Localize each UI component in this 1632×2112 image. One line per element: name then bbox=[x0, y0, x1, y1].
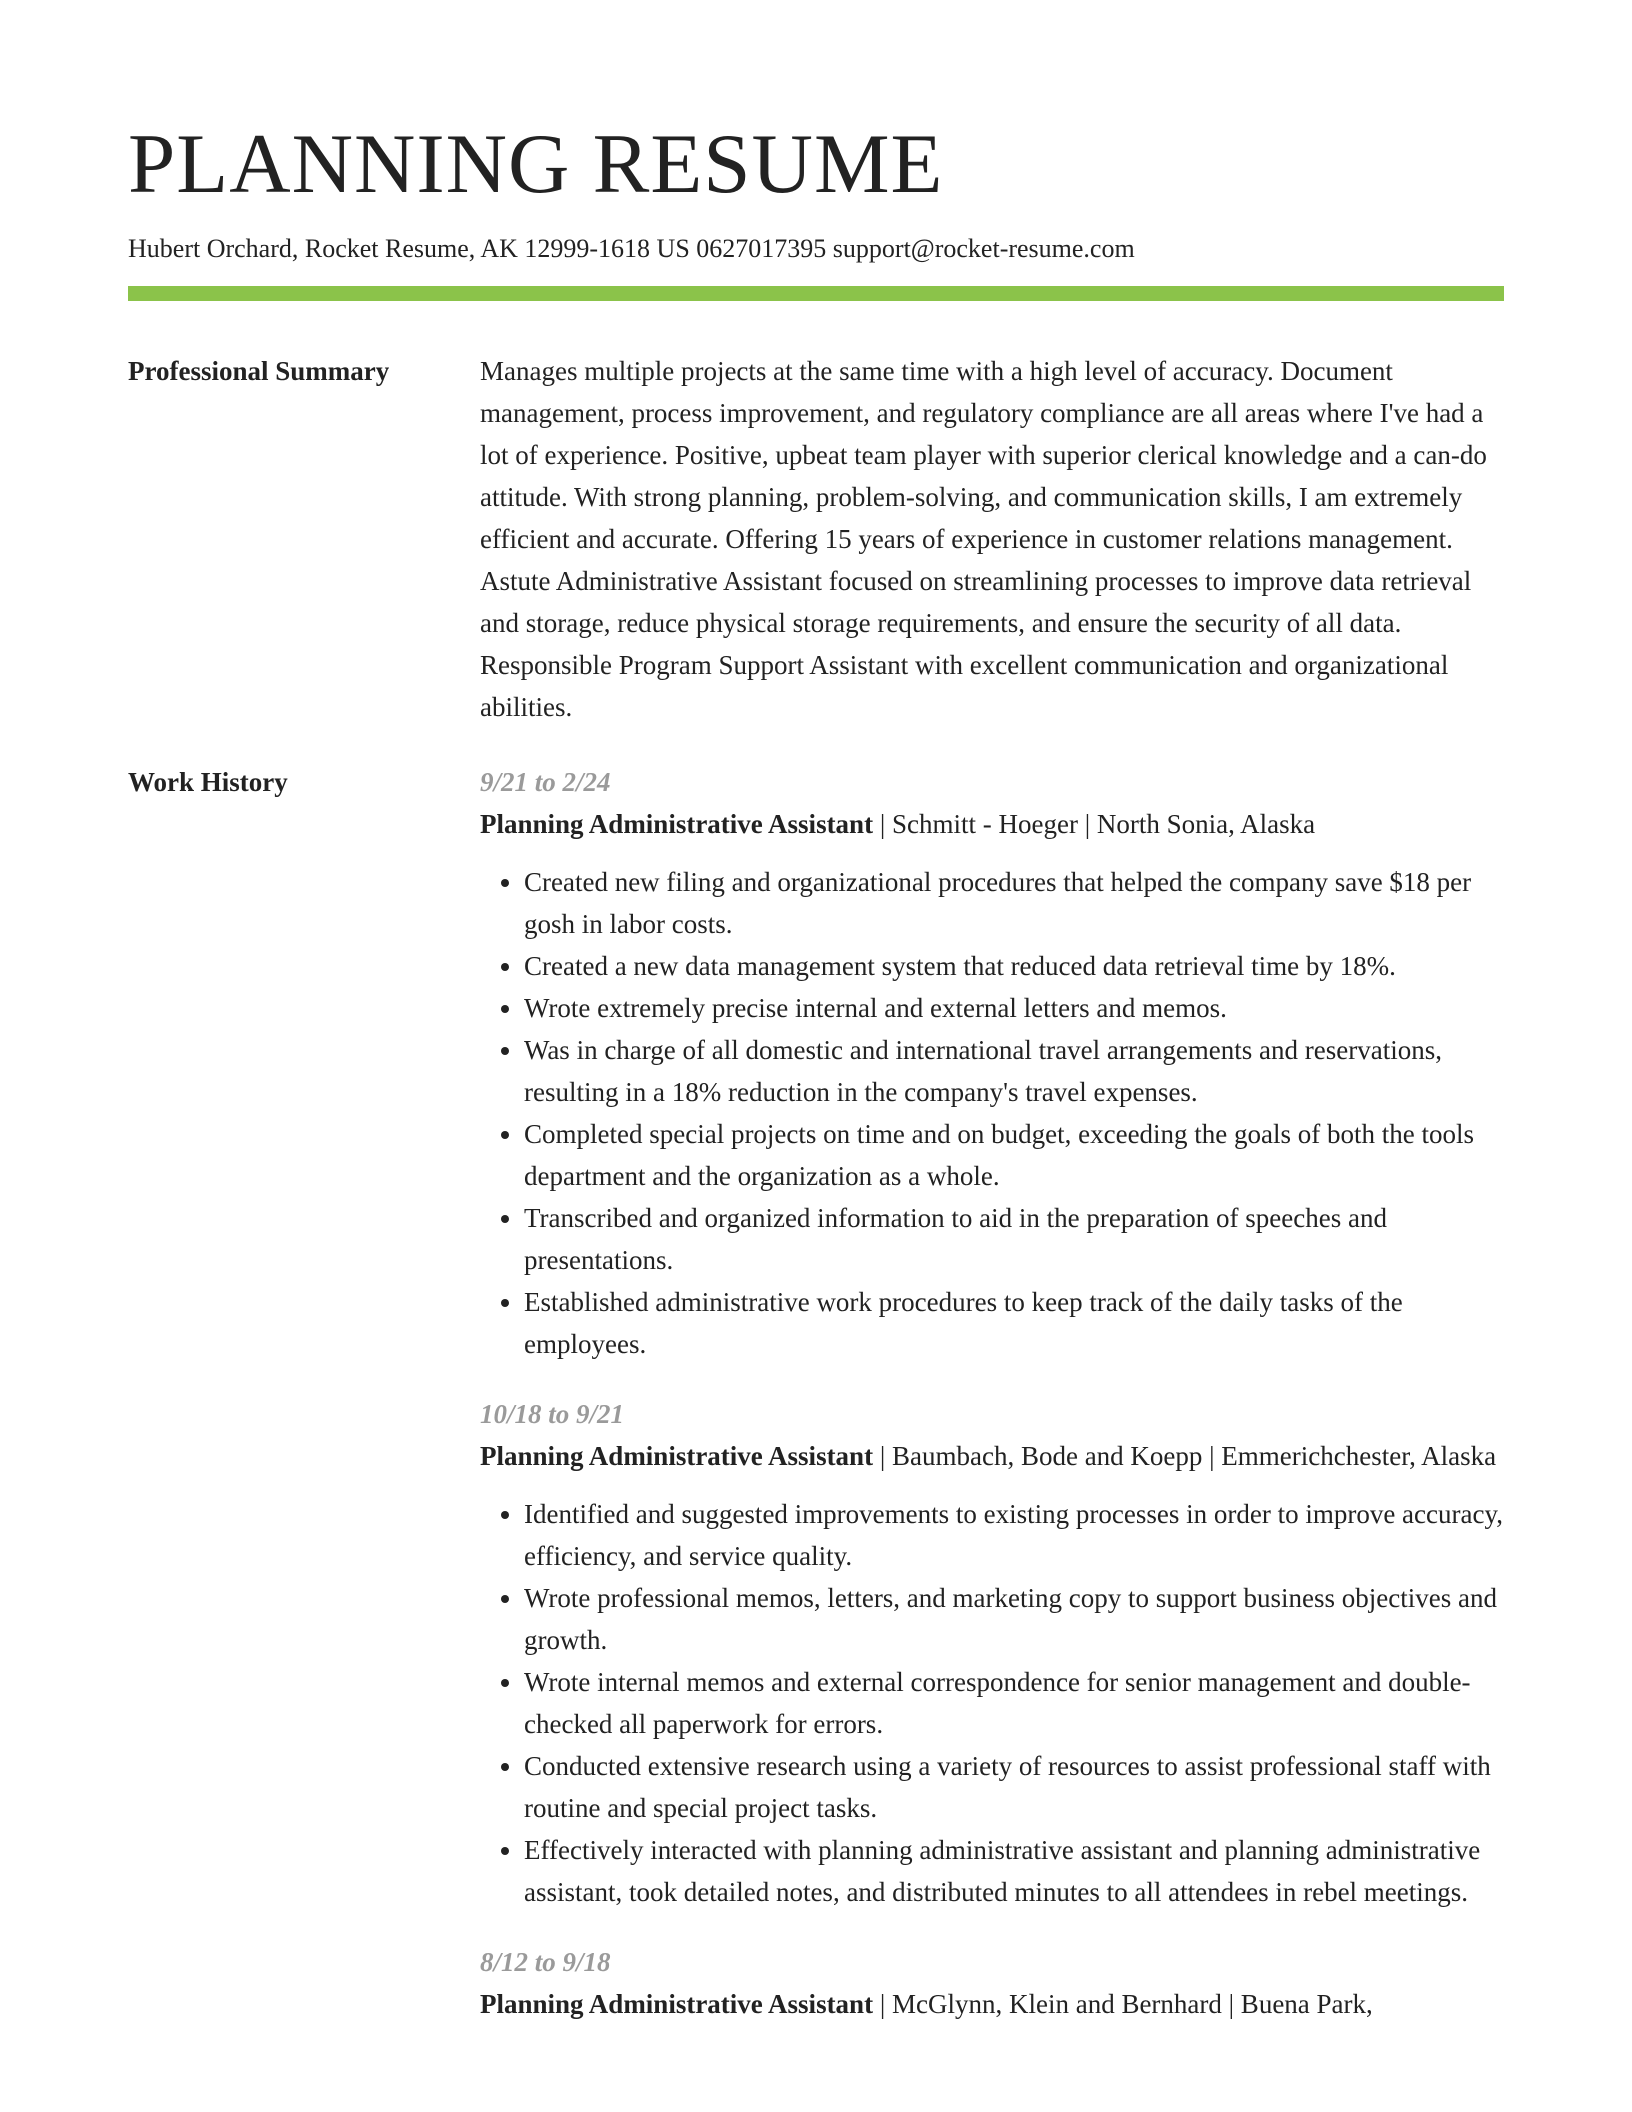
contact-info: Hubert Orchard, Rocket Resume, AK 12999-1618 US 0627017395 support@rocket-resume.com bbox=[128, 234, 1135, 263]
job-title: Planning Administrative Assistant bbox=[480, 809, 874, 839]
job-dates: 10/18 to 9/21 bbox=[480, 1399, 625, 1429]
job-bullets bbox=[480, 861, 1504, 1365]
job-entry bbox=[480, 1941, 1504, 2025]
section-heading: Professional Summary bbox=[128, 356, 390, 386]
list-item: • Completed special projects on time and on budget, exceeding the goals of both the tools department and the organization as a whole. bbox=[524, 1113, 1504, 1197]
job-dates: 8/12 to 9/18 bbox=[480, 1947, 611, 1977]
job-title-line bbox=[480, 803, 1504, 845]
job-title: Planning Administrative Assistant bbox=[480, 1441, 874, 1471]
list-item: • Conducted extensive research using a variety of resources to assist professional staff with routine and special project tasks. bbox=[524, 1745, 1504, 1829]
list-item: • Created new filing and organizational procedures that helped the company save $18 per gosh in labor costs. bbox=[524, 861, 1504, 945]
summary-text: Manages multiple projects at the same time with a high level of accuracy. Document management, process improvement, and regulatory compliance are all areas where I've had a lot of experience. Positive, upbeat team player with superior clerical knowledge and a can-do attitude. With strong planning, problem-solving, and communication skills, I am extremely efficient and accurate. Offering 15 years of experience in customer relations management. Astute Administrative Assistant focused on streamlining processes to improve data retrieval and storage, reduce physical storage requirements, and ensure the security of all data. Responsible Program Support Assistant with excellent communication and organizational abilities. bbox=[480, 356, 1487, 722]
job-title-line bbox=[480, 1435, 1504, 1477]
job-bullets bbox=[480, 1493, 1504, 1913]
job-details: | Baumbach, Bode and Koepp | Emmerichchester, Alaska bbox=[873, 1441, 1497, 1471]
job-entry bbox=[480, 761, 1504, 1365]
job-dates: 9/21 to 2/24 bbox=[480, 767, 611, 797]
job-details: | McGlynn, Klein and Bernhard | Buena Park, bbox=[873, 1989, 1373, 2019]
list-item: • Wrote extremely precise internal and external letters and memos. bbox=[524, 987, 1504, 1029]
job-details: | Schmitt - Hoeger | North Sonia, Alaska bbox=[873, 809, 1316, 839]
section-heading: Work History bbox=[128, 767, 288, 797]
list-item: • Was in charge of all domestic and international travel arrangements and reservations, resulting in a 18% reduction in the company's travel expenses. bbox=[524, 1029, 1504, 1113]
list-item: • Transcribed and organized information to aid in the preparation of speeches and presentations. bbox=[524, 1197, 1504, 1281]
job-title: Planning Administrative Assistant bbox=[480, 1989, 874, 2019]
list-item: • Wrote professional memos, letters, and marketing copy to support business objectives and growth. bbox=[524, 1577, 1504, 1661]
list-item: • Created a new data management system that reduced data retrieval time by 18%. bbox=[524, 945, 1504, 987]
page-title: PLANNING RESUME bbox=[128, 117, 944, 211]
job-title-line bbox=[480, 1983, 1504, 2025]
list-item: • Established administrative work procedures to keep track of the daily tasks of the employees. bbox=[524, 1281, 1504, 1365]
list-item: • Wrote internal memos and external correspondence for senior management and double-checked all paperwork for errors. bbox=[524, 1661, 1504, 1745]
accent-divider bbox=[128, 286, 1504, 301]
job-entry bbox=[480, 1393, 1504, 1913]
list-item: • Identified and suggested improvements to existing processes in order to improve accuracy, efficiency, and service quality. bbox=[524, 1493, 1504, 1577]
job-list bbox=[480, 761, 1504, 2053]
list-item: • Effectively interacted with planning administrative assistant and planning administrative assistant, took detailed notes, and distributed minutes to all attendees in rebel meetings. bbox=[524, 1829, 1504, 1913]
